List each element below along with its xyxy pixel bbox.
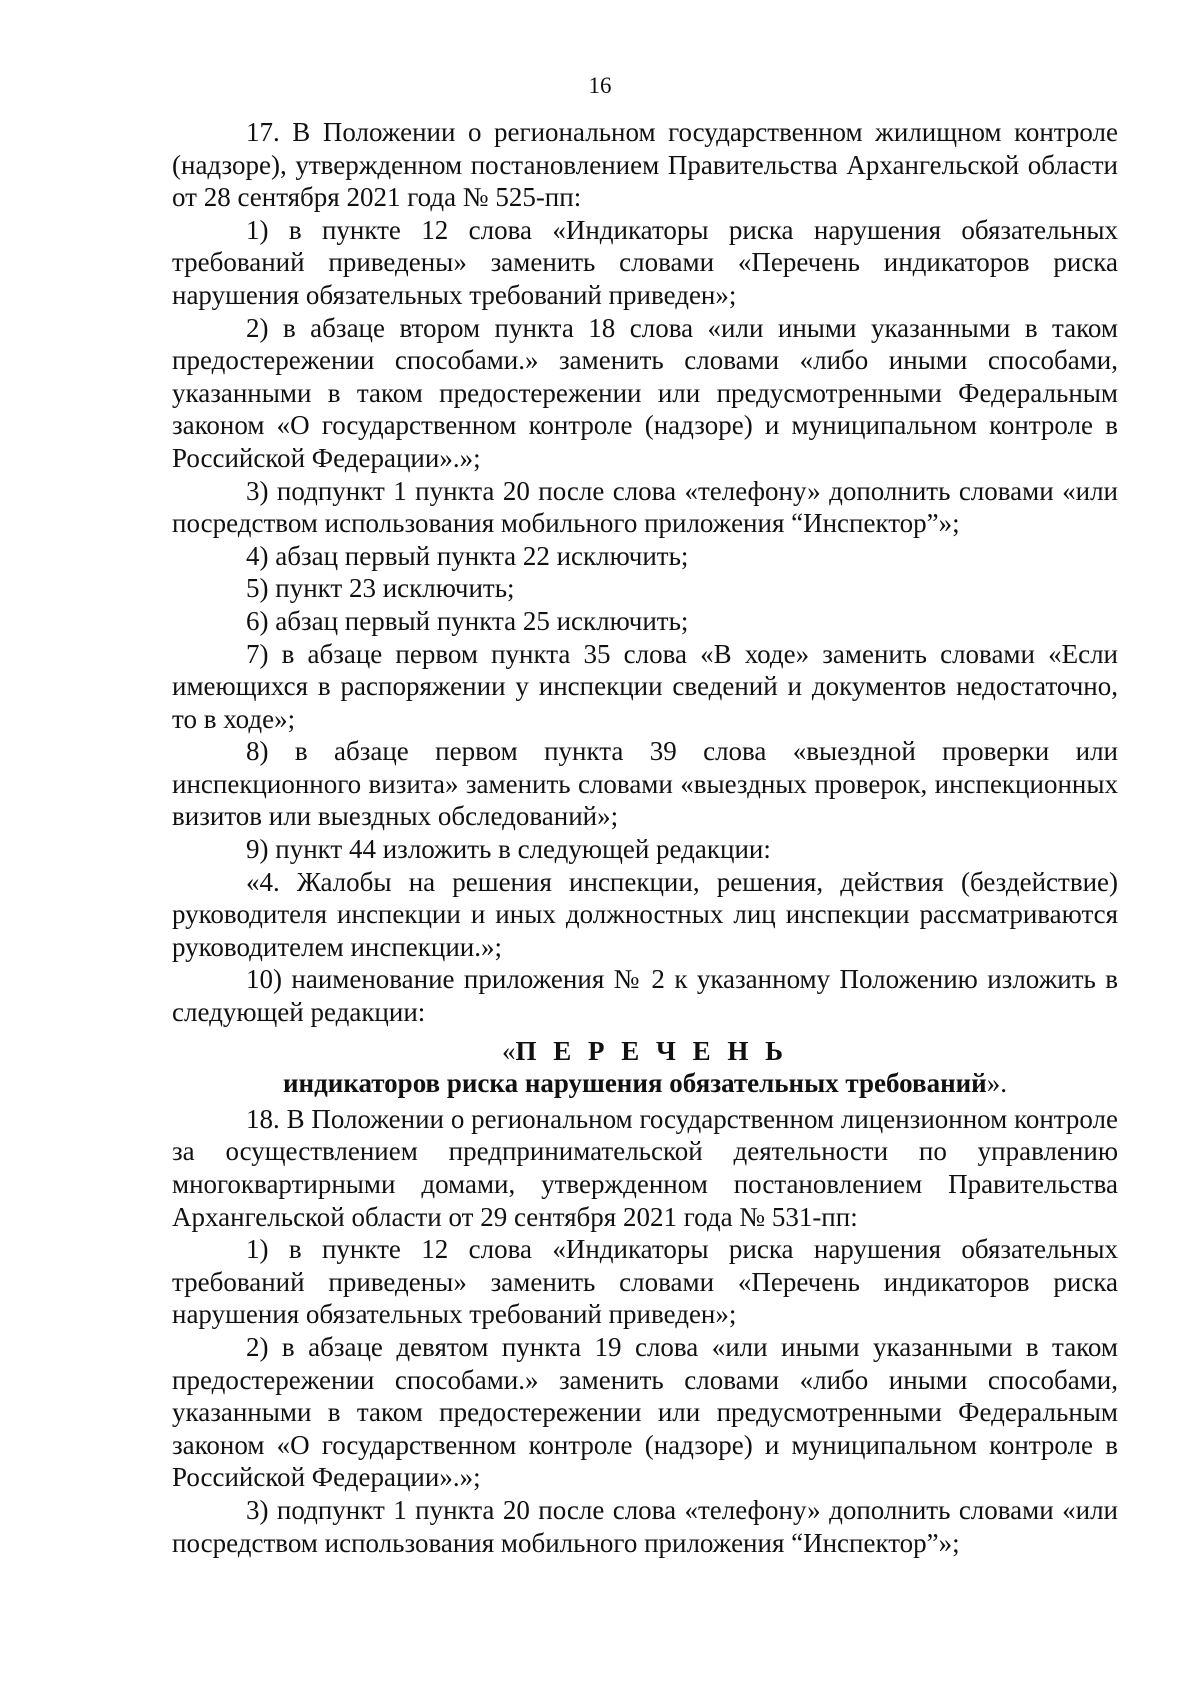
heading-title xyxy=(172,1035,1118,1068)
document-body xyxy=(172,116,1118,1559)
paragraph-item-17-6: 6) абзац первый пункта 25 исключить; xyxy=(246,605,689,636)
page-number: 16 xyxy=(588,73,612,98)
heading-subtitle-text: индикаторов риска нарушения обязательных требований xyxy=(283,1068,987,1099)
paragraph-item-18-1: 1) в пункте 12 слова «Индикаторы риска нарушения обязательных требований приведены» заменить словами «Перечень индикаторов риска нарушения обязательных требований приведен»; xyxy=(172,1234,1118,1330)
paragraph-item-17-3: 3) подпункт 1 пункта 20 после слова «телефону» дополнить словами «или посредством использования мобильного приложения “Инспектор”»; xyxy=(172,475,1118,539)
heading-subtitle xyxy=(172,1067,1118,1100)
paragraph-item-17-7: 7) в абзаце первом пункта 35 слова «В ходе» заменить словами «Если имеющихся в распоряжении у инспекции сведений и документов недостаточно, то в ходе»; xyxy=(172,638,1118,734)
heading-close-quote: ». xyxy=(986,1068,1007,1099)
paragraph-item-17-1: 1) в пункте 12 слова «Индикаторы риска нарушения обязательных требований приведены» заменить словами «Перечень индикаторов риска нарушения обязательных требований приведен»; xyxy=(172,214,1118,310)
paragraph-item-17-8: 8) в абзаце первом пункта 39 слова «выездной проверки или инспекционного визита» заменить словами «выездных проверок, инспекционных визитов или выездных обследований»; xyxy=(172,736,1118,832)
paragraph-item-18-3: 3) подпункт 1 пункта 20 после слова «телефону» дополнить словами «или посредством использования мобильного приложения “Инспектор”»; xyxy=(172,1494,1118,1558)
paragraph-item-17: 17. В Положении о региональном государственном жилищном контроле (надзоре), утвержденном постановлением Правительства Архангельской области от 28 сентября 2021 года № 525-пп: xyxy=(172,117,1118,213)
paragraph-item-18: 18. В Положении о региональном государственном лицензионном контроле за осуществлением предпринимательской деятельности по управлению многоквартирными домами, утвержденном постановлением Правительства Архангельской области от 29 сентября 2021 года № 531-пп: xyxy=(172,1103,1118,1232)
quoted-paragraph: «4. Жалобы на решения инспекции, решения, действия (бездействие) руководителя инспекции и иных должностных лиц инспекции рассматриваются руководителем инспекции.»; xyxy=(172,866,1118,962)
heading-open-quote: « xyxy=(502,1035,516,1066)
paragraph-item-18-2: 2) в абзаце девятом пункта 19 слова «или иными указанными в таком предостережении способами.» заменить словами «либо иными способами, указанными в таком предостережении или предусмотренными Федеральным законом «О государственном контроле (надзоре) и муниципальном контроле в Российской Федерации».»; xyxy=(172,1331,1118,1493)
paragraph-item-17-2: 2) в абзаце втором пункта 18 слова «или иными указанными в таком предостережении способами.» заменить словами «либо иными способами, указанными в таком предостережении или предусмотренными Федеральным законом «О государственном контроле (надзоре) и муниципальном контроле в Российской Федерации».»; xyxy=(172,312,1118,473)
paragraph-item-17-10: 10) наименование приложения № 2 к указанному Положению изложить в следующей редакции: xyxy=(172,964,1118,1028)
paragraph-item-17-5: 5) пункт 23 исключить; xyxy=(246,573,515,604)
paragraph-item-17-4: 4) абзац первый пункта 22 исключить; xyxy=(246,540,689,571)
paragraph-item-17-9: 9) пункт 44 изложить в следующей редакции: xyxy=(246,834,771,865)
heading-title-text: П Е Р Е Ч Е Н Ь xyxy=(515,1035,788,1066)
